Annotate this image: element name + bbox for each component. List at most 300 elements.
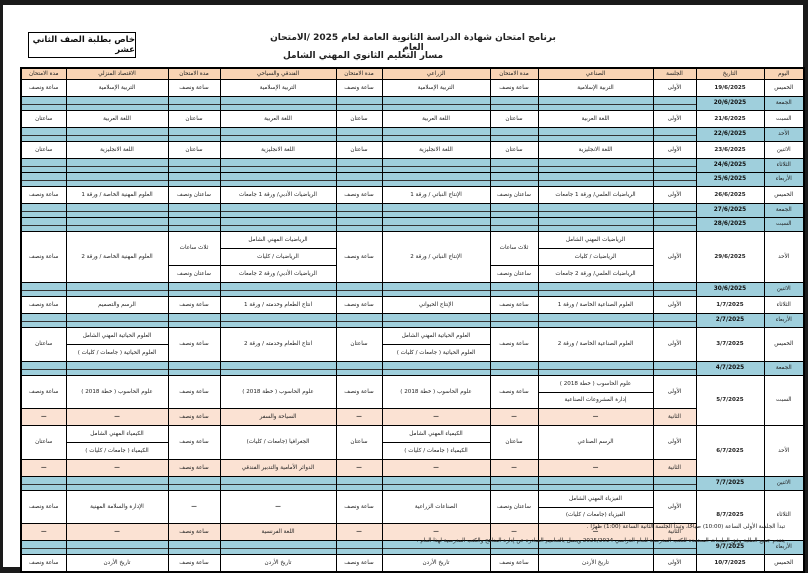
duration-cell: ساعتان ونصف <box>168 266 220 283</box>
duration-cell: ساعتان <box>336 142 382 159</box>
empty-cell <box>66 173 168 187</box>
empty-cell <box>490 204 538 218</box>
duration-cell: ساعتان <box>336 111 382 128</box>
subject-cell: الفيزياء المهني الشامل <box>538 491 653 508</box>
subject-cell: انتاج الطعام وخدمته / ورقة 2 <box>220 328 336 362</box>
subject-cell: الإدارة والسلامة المهنية <box>66 491 168 524</box>
subject-cell: الصناعات الزراعية <box>382 491 490 524</box>
subject-cell: الكيمياء ( جامعات / كليات ) <box>66 443 168 460</box>
duration-cell: ساعتان ونصف <box>490 187 538 204</box>
session-cell: الثانية <box>653 524 696 541</box>
duration-cell: ساعة ونصف <box>168 460 220 477</box>
duration-cell: ساعة ونصف <box>168 328 220 362</box>
empty-cell <box>336 128 382 142</box>
subject-cell: العلوم الحياتية ( جامعات / كليات ) <box>66 345 168 362</box>
empty-cell <box>653 283 696 297</box>
day-cell: الخميس <box>764 80 804 97</box>
empty-cell <box>382 314 490 328</box>
empty-cell <box>538 204 653 218</box>
day-cell: الأحد <box>764 426 804 477</box>
duration-cell: ساعة ونصف <box>21 80 66 97</box>
subject-cell: التربية الإسلامية <box>66 80 168 97</box>
empty-cell <box>66 204 168 218</box>
holiday-row <box>21 173 804 187</box>
empty-cell <box>336 173 382 187</box>
session-cell: الأولى <box>653 142 696 159</box>
duration-cell: ساعة ونصف <box>168 409 220 426</box>
empty-cell <box>220 362 336 376</box>
empty-cell <box>382 283 490 297</box>
holiday-row <box>21 97 804 111</box>
date-cell: 22/6/2025 <box>696 128 764 142</box>
empty-cell <box>66 97 168 111</box>
subject-cell: العلوم المهنية الخاصة / ورقة 2 <box>66 232 168 283</box>
date-cell: 4/7/2025 <box>696 362 764 376</box>
duration-cell: ساعة ونصف <box>336 376 382 409</box>
empty-cell <box>168 314 220 328</box>
subject-cell: العلوم الحياتية المهني الشامل <box>382 328 490 345</box>
empty-cell <box>168 477 220 491</box>
subject-cell: الدوائر الأمامية والتدبير الفندقي <box>220 460 336 477</box>
empty-dash-cell <box>538 460 653 477</box>
table-row <box>21 232 804 249</box>
empty-cell <box>21 362 66 376</box>
empty-dash-cell <box>21 460 66 477</box>
day-cell: الجمعة <box>764 362 804 376</box>
subject-cell: الكيمياء المهني الشامل <box>382 426 490 443</box>
empty-cell <box>21 159 66 173</box>
date-cell: 29/6/2025 <box>696 232 764 283</box>
duration-cell: ساعة ونصف <box>336 232 382 283</box>
col-duration: مدة الامتحان <box>336 68 382 80</box>
date-cell: 23/6/2025 <box>696 142 764 159</box>
duration-cell: ساعة ونصف <box>490 376 538 409</box>
empty-cell <box>382 159 490 173</box>
empty-cell <box>653 159 696 173</box>
day-cell: الأربعاء <box>764 541 804 555</box>
date-cell: 26/6/2025 <box>696 187 764 204</box>
date-cell: 1/7/2025 <box>696 297 764 314</box>
empty-cell <box>220 97 336 111</box>
duration-cell: ساعة ونصف <box>490 555 538 573</box>
holiday-row <box>21 314 804 328</box>
empty-cell <box>336 204 382 218</box>
session-cell: الأولى <box>653 187 696 204</box>
duration-cell: ساعة ونصف <box>490 80 538 97</box>
day-cell: السبت <box>764 218 804 232</box>
date-cell: 28/6/2025 <box>696 218 764 232</box>
subject-cell: الرياضيات المهني الشامل <box>538 232 653 249</box>
empty-cell <box>490 218 538 232</box>
day-cell: السبت <box>764 376 804 426</box>
empty-dash-cell <box>490 460 538 477</box>
subject-cell: الرياضيات الأدبي/ ورقة 1 جامعات <box>220 187 336 204</box>
duration-cell: ساعة ونصف <box>490 297 538 314</box>
exam-schedule-table <box>20 67 805 573</box>
empty-cell <box>168 173 220 187</box>
date-cell: 20/6/2025 <box>696 97 764 111</box>
empty-cell <box>490 128 538 142</box>
day-cell: الأربعاء <box>764 173 804 187</box>
day-cell: الثلاثاء <box>764 297 804 314</box>
session-cell: الأولى <box>653 111 696 128</box>
empty-cell <box>538 283 653 297</box>
duration-cell: ساعة ونصف <box>336 80 382 97</box>
subject-cell: اللغة العربية <box>382 111 490 128</box>
empty-dash-cell <box>336 409 382 426</box>
subject-cell: العلوم المهنية الخاصة / ورقة 1 <box>66 187 168 204</box>
empty-cell <box>66 362 168 376</box>
empty-cell <box>538 159 653 173</box>
holiday-row <box>21 218 804 232</box>
empty-cell <box>653 128 696 142</box>
empty-cell <box>21 541 66 555</box>
exam-schedule-page <box>3 5 803 567</box>
empty-cell <box>66 128 168 142</box>
empty-cell <box>220 173 336 187</box>
table-row <box>21 80 804 97</box>
empty-cell <box>21 128 66 142</box>
empty-cell <box>21 314 66 328</box>
col-duration: مدة الامتحان <box>168 68 220 80</box>
duration-cell: ساعة ونصف <box>168 80 220 97</box>
duration-cell: ساعتان ونصف <box>168 187 220 204</box>
date-cell: 8/7/2025 <box>696 491 764 541</box>
empty-cell <box>490 314 538 328</box>
empty-cell <box>336 283 382 297</box>
empty-cell <box>66 283 168 297</box>
duration-cell: ساعتان <box>21 111 66 128</box>
page-subtitle: مسار التعليم الثانوي المهني الشامل <box>282 51 444 61</box>
empty-dash-cell <box>168 491 220 524</box>
subject-cell: اللغة العربية <box>220 111 336 128</box>
duration-cell: ساعتان <box>336 328 382 362</box>
empty-cell <box>538 362 653 376</box>
day-cell: الثلاثاء <box>764 491 804 541</box>
subject-cell: التربية الإسلامية <box>538 80 653 97</box>
table-row <box>21 328 804 345</box>
subject-cell: الكيمياء المهني الشامل <box>66 426 168 443</box>
col-date: التاريخ <box>696 68 764 80</box>
empty-cell <box>168 97 220 111</box>
empty-cell <box>653 204 696 218</box>
subject-cell: الرياضيات المهني الشامل <box>220 232 336 249</box>
empty-cell <box>336 314 382 328</box>
subject-cell: الكيمياء ( جامعات / كليات ) <box>382 443 490 460</box>
empty-cell <box>382 204 490 218</box>
table-row <box>21 187 804 204</box>
subject-cell: إدارة المشروعات الصناعية <box>538 393 653 409</box>
subject-cell: علوم الحاسوب ( خطة 2018 ) <box>220 376 336 409</box>
subject-cell: الرياضيات العلمي/ ورقة 2 جامعات <box>538 266 653 283</box>
subject-cell: الإنتاج الحيواني <box>382 297 490 314</box>
day-cell: الأربعاء <box>764 314 804 328</box>
date-cell: 24/6/2025 <box>696 159 764 173</box>
empty-cell <box>653 218 696 232</box>
duration-cell: ساعة ونصف <box>168 426 220 460</box>
duration-cell: ساعة ونصف <box>21 297 66 314</box>
day-cell: الاثنين <box>764 283 804 297</box>
empty-cell <box>490 97 538 111</box>
duration-cell: ساعة ونصف <box>21 187 66 204</box>
duration-cell: ساعتان <box>168 142 220 159</box>
subject-cell: اللغة العربية <box>538 111 653 128</box>
empty-cell <box>66 159 168 173</box>
empty-cell <box>382 477 490 491</box>
col-hotel: الفندقي والسياحي <box>220 68 336 80</box>
session-cell: الثانية <box>653 409 696 426</box>
empty-cell <box>66 314 168 328</box>
subject-cell: الفيزياء (جامعات / كليات) <box>538 508 653 524</box>
subject-cell: الرياضيات العلمي/ ورقة 1 جامعات <box>538 187 653 204</box>
holiday-row <box>21 362 804 376</box>
duration-cell: ساعتان ونصف <box>490 491 538 524</box>
empty-cell <box>538 477 653 491</box>
day-cell: الثلاثاء <box>764 159 804 173</box>
duration-cell: ثلاث ساعات <box>168 232 220 266</box>
duration-cell: ساعة ونصف <box>168 555 220 573</box>
empty-cell <box>490 362 538 376</box>
empty-dash-cell <box>220 491 336 524</box>
empty-cell <box>220 128 336 142</box>
col-agricultural: الزراعي <box>382 68 490 80</box>
subject-cell: الإنتاج النباتي / ورقة 2 <box>382 232 490 283</box>
date-cell: 7/7/2025 <box>696 477 764 491</box>
subject-cell: الرياضيات / كليات <box>220 249 336 266</box>
empty-cell <box>21 283 66 297</box>
duration-cell: ساعة ونصف <box>21 376 66 409</box>
duration-cell: ساعة ونصف <box>168 524 220 541</box>
subject-cell: اللغة الانجليزية <box>382 142 490 159</box>
session-cell: الأولى <box>653 232 696 283</box>
empty-cell <box>168 283 220 297</box>
empty-dash-cell <box>382 460 490 477</box>
table-row <box>21 491 804 508</box>
date-cell: 25/6/2025 <box>696 173 764 187</box>
subject-cell: علوم الحاسوب ( خطة 2018 ) <box>382 376 490 409</box>
date-cell: 19/6/2025 <box>696 80 764 97</box>
empty-cell <box>538 97 653 111</box>
empty-dash-cell <box>382 409 490 426</box>
col-duration: مدة الامتحان <box>490 68 538 80</box>
date-cell: 10/7/2025 <box>696 555 764 573</box>
day-cell: الخميس <box>764 555 804 573</box>
session-cell: الأولى <box>653 328 696 362</box>
table-row <box>21 142 804 159</box>
holiday-row <box>21 204 804 218</box>
subject-cell: تاريخ الأردن <box>220 555 336 573</box>
table-row <box>21 555 804 573</box>
empty-dash-cell <box>66 409 168 426</box>
empty-cell <box>538 314 653 328</box>
empty-dash-cell <box>490 409 538 426</box>
duration-cell: ساعتان <box>336 426 382 460</box>
session-cell: الأولى <box>653 426 696 460</box>
subject-cell: العلوم الحياتية المهني الشامل <box>66 328 168 345</box>
session-cell: الأولى <box>653 376 696 409</box>
empty-cell <box>220 218 336 232</box>
subject-cell: التربية الإسلامية <box>220 80 336 97</box>
subject-cell: اللغة العربية <box>66 111 168 128</box>
duration-cell: ساعة ونصف <box>336 297 382 314</box>
empty-cell <box>21 204 66 218</box>
empty-cell <box>336 97 382 111</box>
empty-cell <box>382 218 490 232</box>
subject-cell: الرياضيات الأدبي/ ورقة 2 جامعات <box>220 266 336 283</box>
duration-cell: ساعة ونصف <box>168 297 220 314</box>
duration-cell: ساعتان <box>21 426 66 460</box>
subject-cell: اللغة الفرنسية <box>220 524 336 541</box>
subject-cell: اللغة الانجليزية <box>538 142 653 159</box>
duration-cell: ساعتان <box>168 111 220 128</box>
duration-cell: ساعتان <box>490 426 538 460</box>
duration-cell: ساعتان <box>21 142 66 159</box>
day-cell: الخميس <box>764 187 804 204</box>
empty-cell <box>382 362 490 376</box>
day-cell: الاثنين <box>764 142 804 159</box>
col-duration: مدة الامتحان <box>21 68 66 80</box>
empty-cell <box>21 173 66 187</box>
grade-twelve-badge: خاص بطلبة الصف الثاني عشر <box>28 32 136 58</box>
subject-cell: اللغة الانجليزية <box>220 142 336 159</box>
table-row <box>21 376 804 393</box>
session-cell: الأولى <box>653 297 696 314</box>
empty-dash-cell <box>66 460 168 477</box>
day-cell: الاثنين <box>764 477 804 491</box>
empty-cell <box>168 218 220 232</box>
empty-cell <box>220 159 336 173</box>
empty-cell <box>538 173 653 187</box>
day-cell: السبت <box>764 111 804 128</box>
empty-cell <box>382 128 490 142</box>
empty-dash-cell <box>538 409 653 426</box>
empty-cell <box>21 218 66 232</box>
page-title: برنامج امتحان شهادة الدراسة الثانوية العامة لعام 2025 /الامتحان العام <box>270 33 556 53</box>
duration-cell: ساعة ونصف <box>490 328 538 362</box>
date-cell: 6/7/2025 <box>696 426 764 477</box>
subject-cell: العلوم الصناعية الخاصة / ورقة 2 <box>538 328 653 362</box>
empty-cell <box>220 477 336 491</box>
duration-cell: ساعة ونصف <box>21 491 66 524</box>
empty-cell <box>21 477 66 491</box>
subject-cell: اللغة الانجليزية <box>66 142 168 159</box>
empty-cell <box>168 159 220 173</box>
empty-cell <box>653 362 696 376</box>
subject-cell: الجغرافيا (جامعات / كليات) <box>220 426 336 460</box>
holiday-row <box>21 159 804 173</box>
empty-dash-cell <box>21 524 66 541</box>
empty-cell <box>653 477 696 491</box>
col-session: الجلسة <box>653 68 696 80</box>
duration-cell: ساعة ونصف <box>336 491 382 524</box>
subject-cell: الرسم الصناعي <box>538 426 653 460</box>
session-cell: الأولى <box>653 80 696 97</box>
subject-cell: انتاج الطعام وخدمته / ورقة 1 <box>220 297 336 314</box>
subject-cell: تاريخ الأردن <box>382 555 490 573</box>
subject-cell: الرسم والتصميم <box>66 297 168 314</box>
empty-cell <box>220 314 336 328</box>
col-industrial: الصناعي <box>538 68 653 80</box>
header-row <box>21 68 804 80</box>
duration-cell: ساعة ونصف <box>336 555 382 573</box>
duration-cell: ساعتان <box>21 328 66 362</box>
empty-cell <box>490 159 538 173</box>
date-cell: 3/7/2025 <box>696 328 764 362</box>
duration-cell: ساعة ونصف <box>21 555 66 573</box>
empty-cell <box>538 218 653 232</box>
table-row <box>21 111 804 128</box>
empty-cell <box>538 128 653 142</box>
duration-cell: ساعتان ونصف <box>490 266 538 283</box>
empty-cell <box>382 97 490 111</box>
empty-cell <box>220 204 336 218</box>
table-row <box>21 297 804 314</box>
date-cell: 27/6/2025 <box>696 204 764 218</box>
subject-cell: الرياضيات / كليات <box>538 249 653 266</box>
day-cell: الأحد <box>764 128 804 142</box>
empty-cell <box>168 362 220 376</box>
empty-cell <box>336 218 382 232</box>
col-home-economics: الاقتصاد المنزلي <box>66 68 168 80</box>
subject-cell: علوم الحاسوب ( خطة 2018 ) <box>538 376 653 393</box>
day-cell: الجمعة <box>764 204 804 218</box>
day-cell: الأحد <box>764 232 804 283</box>
empty-cell <box>490 173 538 187</box>
holiday-row <box>21 477 804 491</box>
holiday-row <box>21 283 804 297</box>
day-cell: الخميس <box>764 328 804 362</box>
empty-cell <box>490 477 538 491</box>
empty-cell <box>653 173 696 187</box>
empty-cell <box>382 173 490 187</box>
note-textbook-editions: يتقدم جميع الطلبة وفق الطبعات المعتمدة للكتب المدرسية للعام الدراسي 2025/2024 ويعمل بالتعاميم الصادرة عن إدارة المناهج والكتب المدرسية لهذا العام . <box>416 537 785 544</box>
empty-cell <box>336 159 382 173</box>
duration-cell: ساعتان <box>490 111 538 128</box>
date-cell: 2/7/2025 <box>696 314 764 328</box>
duration-cell: ساعة ونصف <box>336 187 382 204</box>
date-cell: 5/7/2025 <box>696 376 764 426</box>
empty-cell <box>21 97 66 111</box>
subject-cell: تاريخ الأردن <box>538 555 653 573</box>
subject-cell: السياحة والسفر <box>220 409 336 426</box>
subject-cell: العلوم الحياتية ( جامعات / كليات ) <box>382 345 490 362</box>
subject-cell: التربية الإسلامية <box>382 80 490 97</box>
subject-cell: علوم الحاسوب ( خطة 2018 ) <box>66 376 168 409</box>
duration-cell: ساعة ونصف <box>168 376 220 409</box>
empty-cell <box>66 477 168 491</box>
empty-cell <box>653 97 696 111</box>
empty-dash-cell <box>336 460 382 477</box>
empty-cell <box>168 204 220 218</box>
holiday-row <box>21 128 804 142</box>
col-day: اليوم <box>764 68 804 80</box>
duration-cell: ثلاث ساعات <box>490 232 538 266</box>
session-cell: الثانية <box>653 460 696 477</box>
day-cell: الجمعة <box>764 97 804 111</box>
subject-cell: العلوم الصناعية الخاصة / ورقة 1 <box>538 297 653 314</box>
date-cell: 21/6/2025 <box>696 111 764 128</box>
notes <box>85 525 785 552</box>
empty-cell <box>490 283 538 297</box>
empty-dash-cell <box>21 409 66 426</box>
empty-cell <box>653 314 696 328</box>
session-cell: الأولى <box>653 555 696 573</box>
duration-cell: ساعتان <box>490 142 538 159</box>
empty-cell <box>336 477 382 491</box>
duration-cell: ساعة ونصف <box>21 232 66 283</box>
empty-cell <box>220 283 336 297</box>
note-session-times: تبدأ الجلسة الأولى الساعة (10:00) صباحًا، وتبدأ الجلسة الثانية الساعة (1:00) ظهرًا . <box>586 524 785 530</box>
